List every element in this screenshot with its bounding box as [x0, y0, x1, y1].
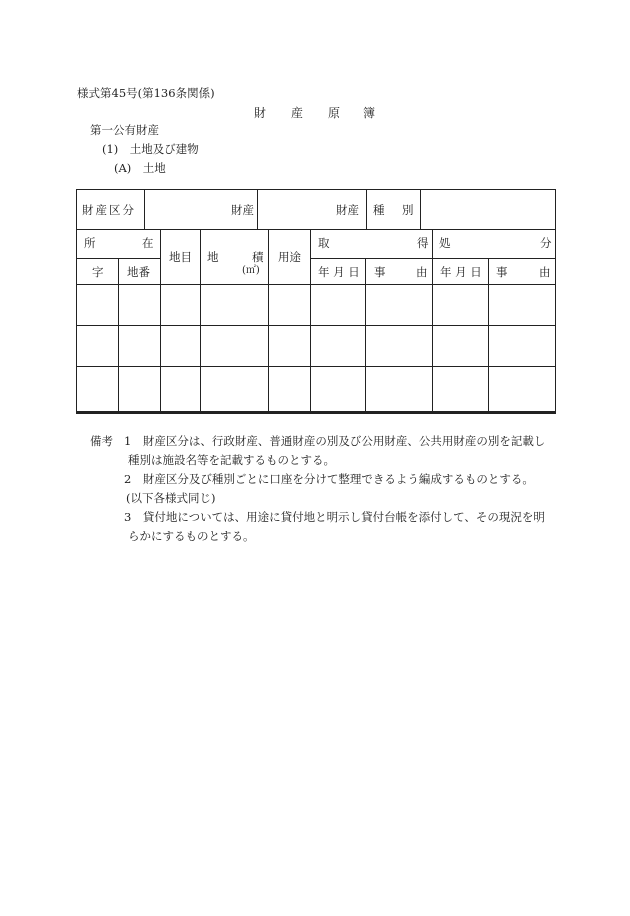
property-suffix: 財産 — [231, 203, 254, 217]
row-divider — [76, 229, 556, 230]
column-divider — [118, 258, 119, 413]
acquisition-header: 得 — [417, 236, 429, 250]
note-1-cont: 種別は施設名等を記載するものとする。 — [128, 453, 335, 467]
table-border-bottom — [76, 411, 556, 414]
area-header: 地 — [207, 250, 219, 264]
subsection-heading: (1) 土地及び建物 — [102, 142, 199, 156]
area-header: 積 — [252, 250, 264, 264]
acquisition-reason-header: 事 — [374, 265, 386, 279]
column-divider — [310, 229, 311, 413]
table-border — [555, 189, 556, 414]
property-category-label: 財産区分 — [82, 203, 136, 217]
column-divider — [200, 229, 201, 413]
note-2: 2 財産区分及び種別ごとに口座を分けて整理できるよう編成するものとする。 — [124, 472, 534, 486]
disposal-reason-header: 事 — [496, 265, 508, 279]
row-divider — [310, 258, 556, 259]
note-3: 3 貸付地については、用途に貸付地と明示し貸付台帳を添付して、その現況を明 — [124, 510, 545, 524]
title-char: 財 — [254, 106, 267, 120]
column-divider — [257, 189, 258, 230]
chimoku-header: 地目 — [169, 250, 192, 264]
column-divider — [432, 229, 433, 413]
disposal-header: 処 — [439, 236, 451, 250]
table-border — [76, 189, 77, 414]
note-1: 1 財産区分は、行政財産、普通財産の別及び公用財産、公共用財産の別を記載し — [124, 434, 546, 448]
aza-header: 字 — [92, 265, 104, 279]
acquisition-date-header: 年 月 日 — [318, 265, 360, 279]
type-label: 別 — [402, 203, 414, 217]
row-divider — [76, 366, 556, 367]
usage-header: 用途 — [278, 250, 301, 264]
chiban-header: 地番 — [127, 265, 150, 279]
column-divider — [268, 229, 269, 413]
column-divider — [160, 229, 161, 413]
disposal-header: 分 — [540, 236, 552, 250]
note-2-cont: (以下各様式同じ) — [126, 491, 216, 505]
title-char: 産 — [291, 106, 304, 120]
title-char: 簿 — [363, 106, 376, 120]
row-divider — [76, 284, 556, 285]
form-number: 様式第45号(第136条関係) — [77, 86, 215, 100]
item-heading: (A) 土地 — [114, 161, 166, 175]
location-header: 在 — [142, 236, 154, 250]
note-3-cont: らかにするものとする。 — [128, 529, 255, 543]
table-border — [76, 189, 556, 190]
property-suffix: 財産 — [336, 203, 359, 217]
location-header: 所 — [84, 236, 96, 250]
column-divider — [420, 189, 421, 230]
acquisition-header: 取 — [318, 236, 330, 250]
notes-label: 備考 — [90, 434, 113, 448]
column-divider — [365, 258, 366, 413]
section-heading: 第一公有財産 — [90, 123, 159, 137]
column-divider — [366, 189, 367, 230]
title-char: 原 — [328, 106, 341, 120]
disposal-reason-header: 由 — [539, 265, 551, 279]
acquisition-reason-header: 由 — [416, 265, 428, 279]
column-divider — [144, 189, 145, 230]
area-unit: (㎡) — [242, 265, 260, 276]
disposal-date-header: 年 月 日 — [440, 265, 482, 279]
type-label: 種 — [373, 203, 385, 217]
column-divider — [488, 258, 489, 413]
row-divider — [76, 325, 556, 326]
